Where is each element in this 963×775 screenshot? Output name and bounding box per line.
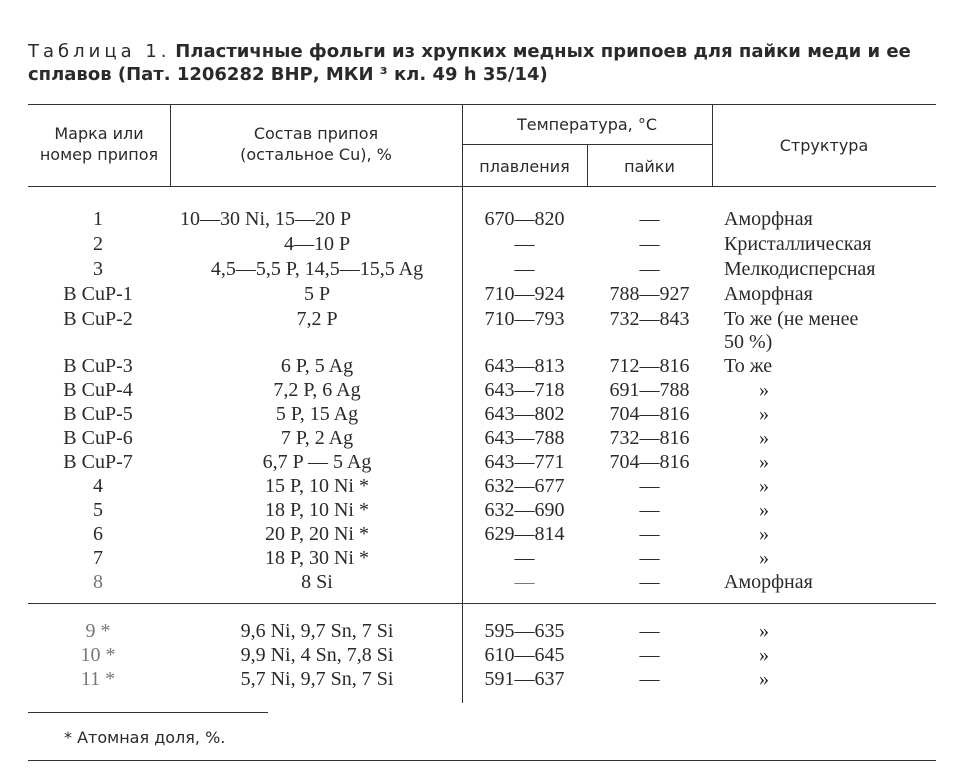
cell-structure: » [759, 403, 769, 425]
cell-melting: 632—690 [484, 499, 565, 521]
cell-composition: 8 Si [301, 571, 333, 593]
cell-melting: 591—637 [484, 668, 565, 690]
cell-structure: » [759, 427, 769, 449]
caption-lead: Таблица 1. [28, 41, 171, 62]
cell-structure: » [759, 644, 769, 666]
cell-composition: 9,9 Ni, 4 Sn, 7,8 Si [240, 644, 394, 666]
header-melting: плавления [479, 157, 570, 176]
cell-structure: Аморфная [724, 283, 813, 305]
table-caption [28, 40, 938, 86]
cell-composition: 20 P, 20 Ni * [265, 523, 369, 545]
cell-composition: 4,5—5,5 P, 14,5—15,5 Ag [210, 258, 424, 280]
cell-composition: 18 P, 10 Ni * [265, 499, 369, 521]
cell-melting: 643—813 [484, 355, 565, 377]
header-composition-line-1: Состав припоя [253, 124, 379, 143]
cell-melting: 710—793 [484, 308, 565, 330]
header-brazing: пайки [624, 157, 675, 176]
cell-brazing: — [639, 499, 660, 521]
cell-structure: То же [724, 355, 773, 377]
header-grade [28, 123, 170, 165]
cell-structure: Кристаллическая [724, 233, 872, 255]
header-temperature: Температура, °С [516, 115, 658, 134]
cell-brazing: — [639, 258, 660, 280]
cell-brazing: 712—816 [609, 355, 690, 377]
cell-structure: То же (не менее [724, 308, 859, 330]
cell-melting: 629—814 [484, 523, 565, 545]
cell-structure: » [759, 379, 769, 401]
cell-brazing: — [639, 668, 660, 690]
cell-melting: 710—924 [484, 283, 565, 305]
cell-grade: 2 [93, 233, 103, 255]
cell-brazing: — [639, 523, 660, 545]
cell-grade: 6 [93, 523, 103, 545]
cell-grade: 5 [93, 499, 103, 521]
cell-melting: — [514, 571, 535, 593]
cell-grade: 3 [93, 258, 103, 280]
cell-grade: B CuP-2 [63, 308, 133, 330]
cell-structure: » [759, 620, 769, 642]
cell-melting: 670—820 [484, 208, 565, 230]
header-grade-line-2: номер припоя [39, 145, 159, 164]
section-rule [28, 603, 936, 604]
cell-grade: B CuP-4 [63, 379, 133, 401]
cell-brazing: 704—816 [609, 403, 690, 425]
header-structure: Структура [779, 136, 869, 155]
cell-melting: 643—718 [484, 379, 565, 401]
cell-structure: » [759, 499, 769, 521]
cell-brazing: — [639, 475, 660, 497]
cell-composition: 6 P, 5 Ag [280, 355, 354, 377]
footnote: * Атомная доля, %. [64, 728, 226, 747]
page-bottom-rule [28, 760, 936, 761]
cell-melting: 610—645 [484, 644, 565, 666]
cell-brazing: — [639, 233, 660, 255]
cell-melting: 643—771 [484, 451, 565, 473]
header-grade-line-1: Марка или [54, 124, 144, 143]
cell-brazing: — [639, 620, 660, 642]
cell-melting: 595—635 [484, 620, 565, 642]
cell-grade: 1 [93, 208, 103, 230]
cell-grade: B CuP-6 [63, 427, 133, 449]
cell-grade: 4 [93, 475, 103, 497]
cell-composition: 5 P [303, 283, 331, 305]
cell-structure: Аморфная [724, 571, 813, 593]
cell-melting: 643—788 [484, 427, 565, 449]
cell-structure: » [759, 668, 769, 690]
cell-structure: Мелкодисперсная [724, 258, 876, 280]
header-composition [170, 123, 462, 165]
cell-composition: 7 P, 2 Ag [280, 427, 354, 449]
cell-brazing: 732—843 [609, 308, 690, 330]
cell-structure: » [759, 475, 769, 497]
cell-brazing: — [639, 644, 660, 666]
cell-brazing: 691—788 [609, 379, 690, 401]
cell-brazing: 732—816 [609, 427, 690, 449]
cell-grade: B CuP-5 [63, 403, 133, 425]
cell-structure-continued: 50 %) [724, 331, 773, 353]
table-top-rule [28, 104, 936, 105]
header-composition-line-2: (остальное Cu), % [240, 145, 392, 164]
cell-melting: 632—677 [484, 475, 565, 497]
cell-composition: 7,2 P [296, 308, 338, 330]
cell-melting: — [514, 547, 535, 569]
cell-grade: B CuP-7 [63, 451, 133, 473]
cell-brazing: — [639, 571, 660, 593]
cell-grade: 8 [93, 571, 103, 593]
cell-composition: 9,6 Ni, 9,7 Sn, 7 Si [240, 620, 394, 642]
cell-structure: » [759, 547, 769, 569]
cell-grade: 11 * [80, 668, 116, 690]
cell-composition: 5,7 Ni, 9,7 Sn, 7 Si [240, 668, 394, 690]
cell-melting: — [514, 258, 535, 280]
cell-structure: Аморфная [724, 208, 813, 230]
cell-composition: 18 P, 30 Ni * [265, 547, 369, 569]
cell-brazing: — [639, 208, 660, 230]
cell-brazing: 788—927 [609, 283, 690, 305]
header-bottom-rule [28, 186, 936, 187]
cell-composition: 4—10 P [283, 233, 351, 255]
caption-title: Пластичные фольги из хрупких медных припоев для пайки меди и ее сплавов (Пат. 1206282 ВНР, МКИ ³ кл. 49 h 35/14) [28, 41, 911, 85]
cell-melting: — [514, 233, 535, 255]
cell-composition: 6,7 P — 5 Ag [262, 451, 372, 473]
cell-grade: B CuP-3 [63, 355, 133, 377]
cell-grade: 9 * [85, 620, 111, 642]
cell-structure: » [759, 523, 769, 545]
cell-composition: 7,2 P, 6 Ag [273, 379, 361, 401]
footnote-rule [28, 712, 268, 713]
cell-structure: » [759, 451, 769, 473]
cell-composition: 15 P, 10 Ni * [265, 475, 369, 497]
cell-brazing: 704—816 [609, 451, 690, 473]
cell-brazing: — [639, 547, 660, 569]
cell-grade: B CuP-1 [63, 283, 133, 305]
cell-grade: 10 * [80, 644, 116, 666]
cell-melting: 643—802 [484, 403, 565, 425]
cell-grade: 7 [93, 547, 103, 569]
cell-composition: 5 P, 15 Ag [275, 403, 359, 425]
cell-composition: 10—30 Ni, 15—20 P [180, 208, 352, 230]
